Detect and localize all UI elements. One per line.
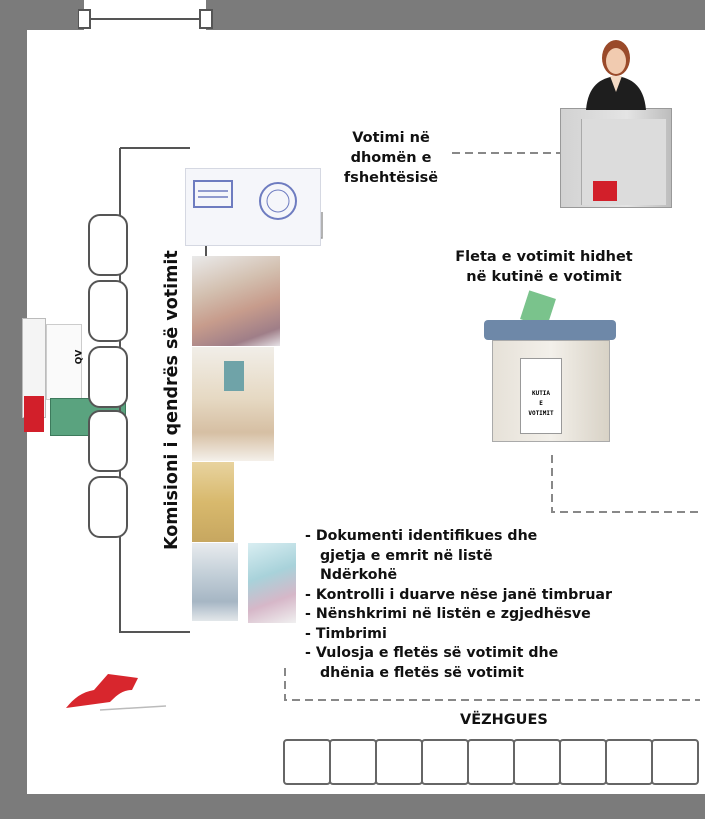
booth-caption-line: Votimi në [352, 130, 430, 146]
step-item: - Timbrimi [305, 625, 387, 642]
ballot-box-label-line: KUTIA [531, 390, 551, 397]
photo-hands [192, 462, 234, 542]
step-item: - Vulosja e fletës së votimit dhe [305, 645, 559, 661]
step-item: - Nënshkrimi në listën e zgjedhësve [305, 606, 591, 622]
step-item: - Kontrolli i duarve nëse janë timbruar [305, 586, 612, 603]
photo-signature [192, 543, 238, 621]
step-item: - Dokumenti identifikues dhe [305, 528, 538, 544]
observer-seat [375, 739, 423, 785]
door-sign-label: QV [74, 349, 85, 365]
voter-figure [580, 34, 652, 110]
commission-table [88, 410, 128, 472]
ballot-box-caption [446, 247, 642, 287]
steps-list [305, 527, 612, 683]
flag-icon [593, 181, 617, 201]
ballot-box-lid [484, 320, 616, 340]
booth-caption [332, 128, 450, 188]
id-card-icon [224, 361, 244, 391]
commission-table [88, 214, 128, 276]
ballot-box [484, 294, 616, 442]
commission-label: Komisioni i qendrës së votimit [162, 250, 182, 550]
observer-seat [513, 739, 561, 785]
stamped-document [185, 168, 321, 246]
observer-seat [329, 739, 377, 785]
ribbon-icon [60, 668, 170, 714]
booth-caption-line: fshehtësisë [343, 170, 439, 186]
observer-seat [467, 739, 515, 785]
ballot-box-label-line: VOTIMIT [528, 410, 554, 417]
commission-table [88, 476, 128, 538]
observer-seats [283, 739, 703, 785]
observer-seat [651, 739, 699, 785]
stamp-icon [186, 169, 320, 245]
commission-tables [88, 214, 128, 534]
commission-table [88, 346, 128, 408]
observer-seat [605, 739, 653, 785]
booth-caption-line: dhomën e [350, 150, 432, 166]
ballot-box-label-line: E [539, 400, 543, 407]
observer-seat [421, 739, 469, 785]
ballot-box-caption-line: në kutinë e votimit [466, 269, 622, 285]
ballot-box-caption-line: Fleta e votimit hidhet [455, 249, 633, 265]
observer-seat [559, 739, 607, 785]
step-item: Ndërkohë [320, 567, 398, 583]
photo-hand-stamp [192, 256, 280, 346]
observer-seat [283, 739, 331, 785]
polling-booth [560, 108, 672, 208]
commission-table [88, 280, 128, 342]
step-item: dhënia e fletës së votimit [320, 664, 524, 681]
photo-ballot [248, 543, 296, 623]
step-item: gjetja e emrit në listë [320, 547, 493, 564]
observers-label: VËZHGUES [460, 712, 548, 728]
photo-document-check [192, 347, 274, 461]
ballot-box-sheet [520, 358, 562, 434]
